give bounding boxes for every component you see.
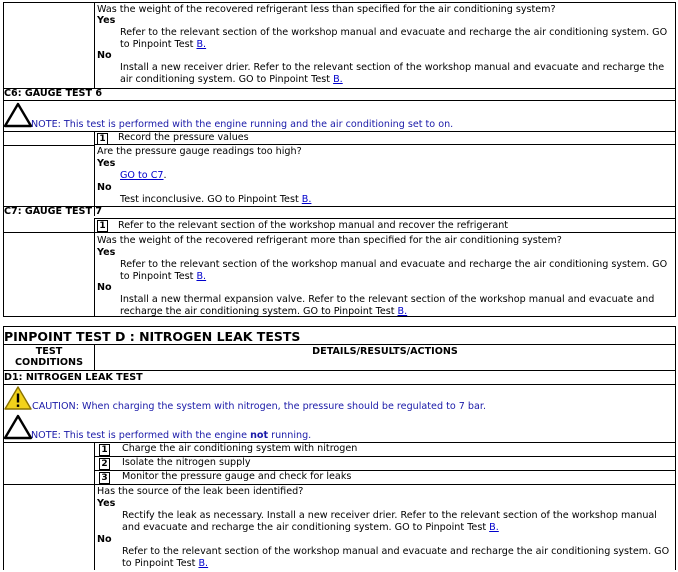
- d1-yes-link[interactable]: B.: [489, 521, 499, 533]
- d1-step-2-text: Isolate the nitrogen supply: [122, 457, 251, 468]
- c5-no-label: No: [97, 50, 112, 61]
- d1-no-answer: Refer to the relevant section of the workshop manual and evacuate and recharge the air conditioning system. GO to Pinpoint Test B.: [122, 546, 670, 569]
- d1-header: D1: NITROGEN LEAK TEST: [4, 372, 143, 383]
- c7-no-answer: Install a new thermal expansion valve. Refer to the relevant section of the workshop manual and evacuate and recharge the air conditioning system. GO to Pinpoint Test B.: [120, 294, 655, 317]
- warning-triangle-outline-icon: [3, 414, 33, 440]
- d1-note: NOTE: This test is performed with the engine not running.: [31, 430, 312, 441]
- c6-yes-answer: GO to C7.: [120, 170, 167, 181]
- c6-header: C6: GAUGE TEST 6: [4, 88, 103, 99]
- c7-step-text: Refer to the relevant section of the workshop manual and recover the refrigerant: [118, 220, 509, 231]
- d1-step-1-number: 1: [99, 444, 110, 456]
- column-header-test-conditions: TEST CONDITIONS: [15, 346, 83, 368]
- d1-question: Has the source of the leak been identified?: [97, 486, 304, 497]
- c6-question: Are the pressure gauge readings too high?: [97, 146, 302, 157]
- d1-no-label: No: [97, 534, 112, 545]
- d1-step-2-number: 2: [99, 458, 110, 470]
- c6-yes-label: Yes: [97, 158, 116, 169]
- d1-no-link[interactable]: B.: [198, 557, 209, 569]
- c6-no-label: No: [97, 182, 112, 193]
- c7-yes-link[interactable]: B.: [196, 270, 207, 282]
- c7-yes-answer: Refer to the relevant section of the workshop manual and evacuate and recharge the air conditioning system. GO to Pinpoint Test B.: [120, 259, 668, 282]
- c6-step-text: Record the pressure values: [118, 132, 249, 143]
- d1-step-3-number: 3: [99, 472, 110, 484]
- c7-no-label: No: [97, 282, 112, 293]
- c5-question: Was the weight of the recovered refrigerant less than specified for the air conditioning system?: [97, 4, 556, 15]
- c6-no-answer: Test inconclusive. GO to Pinpoint Test B.: [120, 194, 312, 205]
- c5-no-link[interactable]: B.: [333, 73, 343, 85]
- d1-step-3-text: Monitor the pressure gauge and check for leaks: [122, 471, 352, 482]
- c5-yes-label: Yes: [97, 15, 116, 26]
- d1-yes-answer: Rectify the leak as necessary. Install a new receiver drier. Refer to the relevant section of the workshop manual and evacuate and recharge the air conditioning system. GO to Pinpoint Test B.: [122, 510, 657, 533]
- d1-caution: CAUTION: When charging the system with nitrogen, the pressure should be regulated to 7 bar.: [32, 401, 487, 412]
- c6-note: NOTE: This test is performed with the engine running and the air conditioning set to on.: [31, 119, 454, 130]
- d1-yes-label: Yes: [97, 498, 116, 509]
- c6-no-link[interactable]: B.: [301, 194, 312, 205]
- c7-no-link[interactable]: B.: [397, 305, 408, 317]
- pinpoint-test-d-title: PINPOINT TEST D : NITROGEN LEAK TESTS: [4, 329, 301, 344]
- warning-triangle-outline-icon: [3, 102, 33, 128]
- c7-header: C7: GAUGE TEST 7: [4, 206, 103, 217]
- c5-no-answer: Install a new receiver drier. Refer to the relevant section of the workshop manual and evacuate and recharge the air conditioning system. GO to Pinpoint Test B.: [120, 62, 665, 85]
- c7-step-number: 1: [97, 220, 108, 232]
- c5-yes-link[interactable]: B.: [196, 38, 207, 50]
- c5-yes-answer: Refer to the relevant section of the workshop manual and evacuate and recharge the air conditioning system. GO to Pinpoint Test B.: [120, 27, 668, 50]
- c7-question: Was the weight of the recovered refrigerant more than specified for the air conditioning system?: [97, 235, 562, 246]
- column-header-details: DETAILS/RESULTS/ACTIONS: [312, 346, 458, 357]
- c6-yes-link[interactable]: GO to C7: [120, 170, 164, 181]
- d1-step-1-text: Charge the air conditioning system with nitrogen: [122, 443, 358, 454]
- warning-triangle-yellow-icon: [3, 385, 33, 411]
- c6-step-number: 1: [97, 133, 108, 145]
- c7-yes-label: Yes: [97, 247, 116, 258]
